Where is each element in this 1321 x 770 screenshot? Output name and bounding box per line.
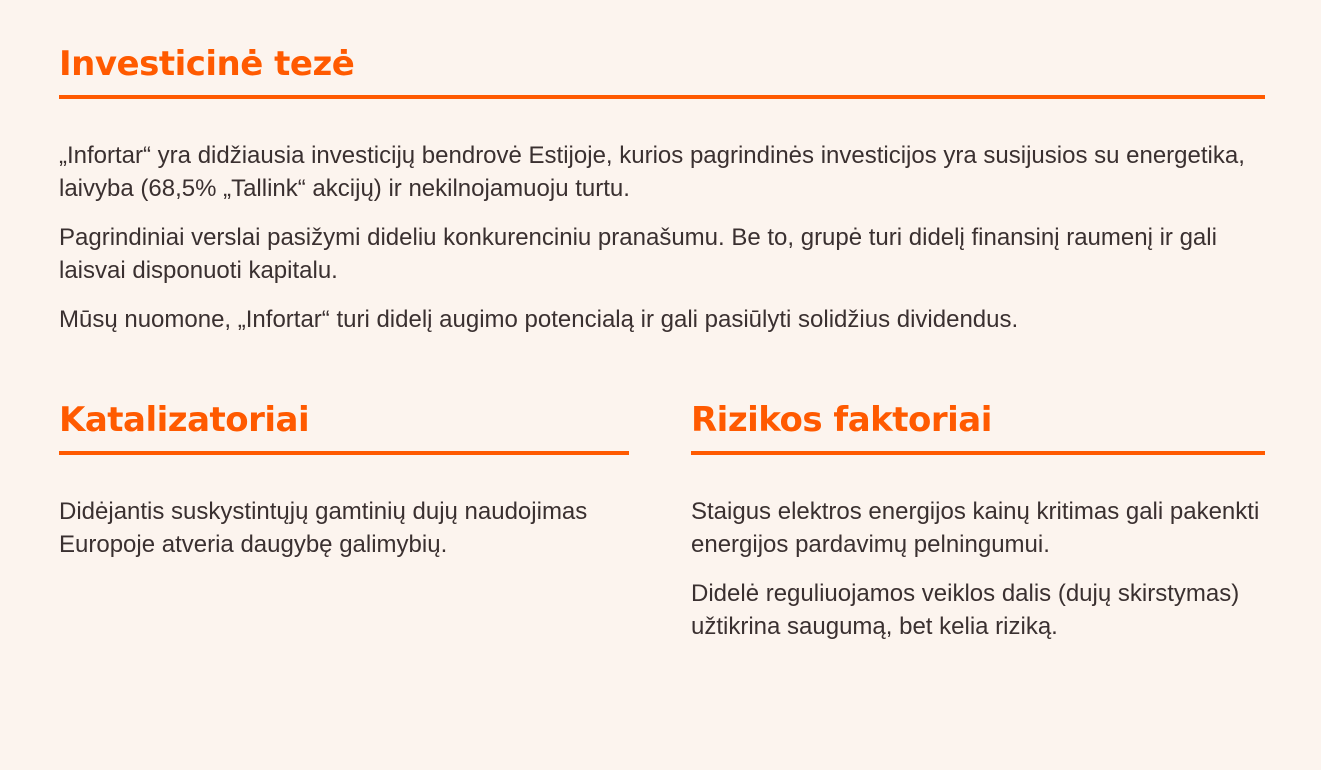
- thesis-paragraph: „Infortar“ yra didžiausia investicijų bendrovė Estijoje, kurios pagrindinės investicijos yra susijusios su energetika, laivyba (68,5% „Tallink“ akcijų) ir nekilnojamuoju turtu.: [59, 142, 1245, 202]
- title-divider: [691, 451, 1265, 455]
- title-divider: [59, 451, 629, 455]
- catalysts-title: Katalizatoriai: [59, 400, 310, 440]
- investment-thesis-section: [59, 44, 1265, 336]
- risk-paragraph: Didelė reguliuojamos veiklos dalis (dujų skirstymas) užtikrina saugumą, bet kelia riziką.: [691, 580, 1240, 640]
- catalyst-paragraph: Didėjantis suskystintųjų gamtinių dujų naudojimas Europoje atveria daugybę galimybių.: [59, 498, 588, 558]
- thesis-paragraph: Pagrindiniai verslai pasižymi dideliu konkurenciniu pranašumu. Be to, grupė turi didelį finansinį raumenį ir gali laisvai disponuoti kapitalu.: [59, 224, 1217, 284]
- thesis-paragraph: Mūsų nuomone, „Infortar“ turi didelį augimo potencialą ir gali pasiūlyti solidžius dividendus.: [59, 306, 1019, 333]
- risk-factors-body: [691, 495, 1265, 643]
- title-divider: [59, 95, 1265, 99]
- investment-thesis-title: Investicinė tezė: [59, 44, 355, 84]
- risk-paragraph: Staigus elektros energijos kainų kritimas gali pakenkti energijos pardavimų pelningumui.: [691, 498, 1260, 558]
- risk-factors-title: Rizikos faktoriai: [691, 400, 992, 440]
- risk-factors-section: [691, 400, 1265, 643]
- catalysts-body: [59, 495, 629, 561]
- catalysts-section: [59, 400, 629, 561]
- investment-thesis-body: [59, 139, 1265, 336]
